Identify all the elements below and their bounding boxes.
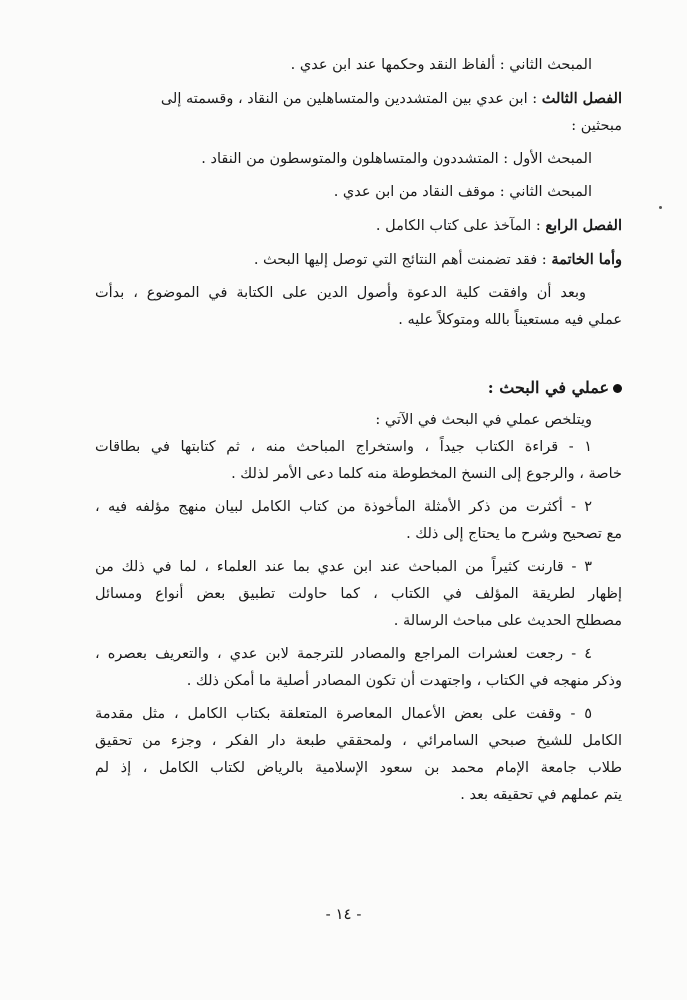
line-text: إظهار لطريقة المؤلف في الكتاب ، كما حاولت تطبيق بعض أنواع ومسائل <box>95 586 622 602</box>
conclusion-label: وأما الخاتمة <box>551 251 622 268</box>
line-text: عملي فيه مستعيناً بالله ومتوكلاً عليه . <box>398 312 622 328</box>
line-text: ١ - قراءة الكتاب جيداً ، واستخراج المباحث منه ، ثم كتابتها في بطاقات <box>95 439 592 455</box>
list-item-line <box>95 434 622 461</box>
chapter-label: الفصل الثالث <box>541 90 622 107</box>
line-text: مع تصحيح وشرح ما يحتاج إلى ذلك . <box>406 526 622 542</box>
text-line <box>95 246 622 274</box>
text-line <box>95 113 622 140</box>
text-line <box>95 407 622 434</box>
list-item-line <box>95 782 622 809</box>
line-text: مبحثين : <box>571 118 622 134</box>
list-item-line <box>95 521 622 548</box>
line-text: المبحث الثاني : ألفاظ النقد وحكمها عند ابن عدي . <box>290 57 592 73</box>
line-text: ٢ - أكثرت من ذكر الأمثلة المأخوذة من كتاب الكامل لبيان منهج مؤلفه فيه ، <box>95 499 592 515</box>
line-text: يتم عملهم في تحقيقه بعد . <box>460 787 622 803</box>
line-text: ٤ - رجعت لعشرات المراجع والمصادر للترجمة لابن عدي ، والتعريف بعصره ، <box>95 646 592 662</box>
line-text: المبحث الأول : المتشددون والمتساهلون والمتوسطون من النقاد . <box>201 151 592 167</box>
list-item-line <box>95 701 622 728</box>
page-content <box>95 52 622 809</box>
line-text: المبحث الثاني : موقف النقاد من ابن عدي . <box>333 184 592 200</box>
list-item-line <box>95 494 622 521</box>
text-line <box>95 146 622 173</box>
line-text: طلاب جامعة الإمام محمد بن سعود الإسلامية بالرياض لكتاب الكامل ، إذ لم <box>95 760 622 776</box>
line-text: وذكر منهجه في الكتاب ، واجتهدت أن تكون المصادر أصلية ما أمكن ذلك . <box>186 673 622 689</box>
line-text: : المآخذ على كتاب الكامل . <box>375 218 546 234</box>
text-line <box>95 52 622 79</box>
line-text: ٣ - قارنت كثيراً من المباحث عند ابن عدي بما عند العلماء ، لما في ذلك من <box>95 559 592 575</box>
scan-speck <box>659 206 662 209</box>
list-item-line <box>95 554 622 581</box>
line-text: مصطلح الحديث على مباحث الرسالة . <box>393 613 622 629</box>
line-text: وبعد أن وافقت كلية الدعوة وأصول الدين على الكتابة في الموضوع ، بدأت <box>95 285 586 301</box>
text-line <box>95 179 622 206</box>
list-item-line <box>95 641 622 668</box>
line-text: : فقد تضمنت أهم النتائج التي توصل إليها البحث . <box>253 252 552 268</box>
line-text: خاصة ، والرجوع إلى النسخ المخطوطة منه كلما دعى الأمر لذلك . <box>231 466 622 482</box>
list-item-line <box>95 608 622 635</box>
list-item-line <box>95 581 622 608</box>
line-text: الكامل للشيخ صبحي السامرائي ، ولمحققي طبعة دار الفكر ، وجزء من تحقيق <box>95 733 622 749</box>
list-item-line <box>95 668 622 695</box>
list-item-line <box>95 755 622 782</box>
text-line <box>95 85 622 113</box>
list-item-line <box>95 728 622 755</box>
line-text: ويتلخص عملي في البحث في الآتي : <box>375 412 592 428</box>
line-text: ٥ - وقفت على بعض الأعمال المعاصرة المتعلقة بكتاب الكامل ، مثل مقدمة <box>95 706 592 722</box>
section-heading <box>95 374 622 401</box>
list-item-line <box>95 461 622 488</box>
text-line <box>95 212 622 240</box>
text-line <box>95 307 622 334</box>
chapter-label: الفصل الرابع <box>545 217 622 234</box>
bullet-icon <box>613 384 622 393</box>
section-heading-text: عملي في البحث : <box>487 378 609 397</box>
text-line <box>95 280 622 307</box>
line-text: : ابن عدي بين المتشددين والمتساهلين من النقاد ، وقسمته إلى <box>160 91 542 107</box>
page-number: - ١٤ - <box>325 905 362 923</box>
